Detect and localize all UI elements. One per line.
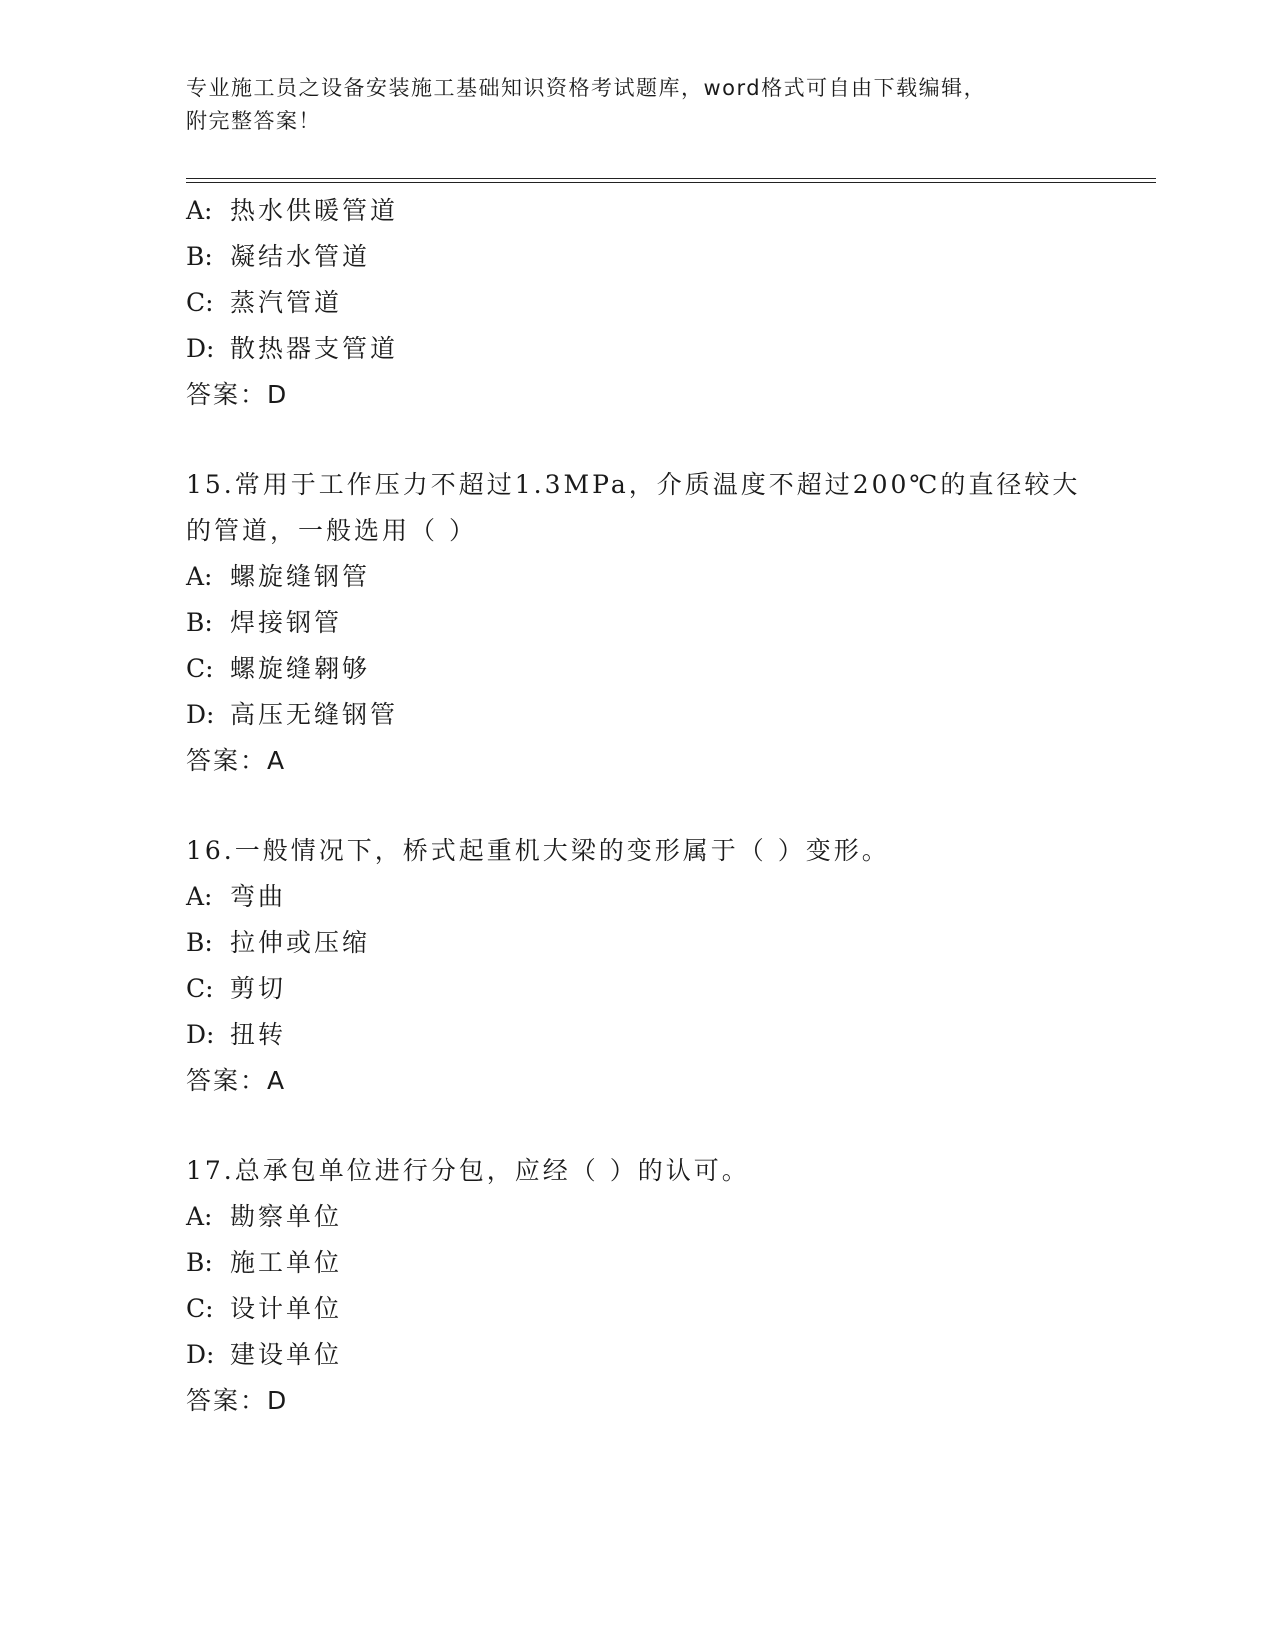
- option-c: C: 剪切: [186, 974, 287, 1003]
- answer-line: 答案：A: [186, 1066, 287, 1095]
- question-16: [186, 828, 1156, 1104]
- option-a: A: 弯曲: [186, 882, 287, 911]
- header-divider: [186, 178, 1156, 183]
- document-header: [186, 72, 1066, 138]
- question-stem: 16.一般情况下，桥式起重机大梁的变形属于（ ）变形。: [186, 836, 890, 865]
- option-a: A: 热水供暖管道: [186, 196, 399, 225]
- option-d: D: 扭转: [186, 1020, 287, 1049]
- question-15: [186, 462, 1156, 784]
- option-b: B: 焊接钢管: [186, 608, 343, 637]
- header-line-1: 专业施工员之设备安装施工基础知识资格考试题库，word格式可自由下载编辑，: [186, 76, 987, 100]
- option-c: C: 螺旋缝翱够: [186, 654, 371, 683]
- header-line-2: 附完整答案！: [186, 109, 321, 133]
- option-d: D: 高压无缝钢管: [186, 700, 399, 729]
- question-list: [186, 188, 1156, 1424]
- option-a: A: 螺旋缝钢管: [186, 562, 371, 591]
- question-stem-cont: 的管道，一般选用（ ）: [186, 516, 477, 545]
- option-b: B: 施工单位: [186, 1248, 343, 1277]
- option-b: B: 凝结水管道: [186, 242, 371, 271]
- question-stem: 15.常用于工作压力不超过1.3MPa，介质温度不超过200℃的直径较大: [186, 470, 1081, 499]
- answer-line: 答案：A: [186, 746, 287, 775]
- option-a: A: 勘察单位: [186, 1202, 343, 1231]
- question-14: [186, 188, 1156, 418]
- answer-line: 答案：D: [186, 1386, 289, 1415]
- question-17: [186, 1148, 1156, 1424]
- option-d: D: 散热器支管道: [186, 334, 399, 363]
- document-page: [186, 0, 1156, 1650]
- question-stem: 17.总承包单位进行分包，应经（ ）的认可。: [186, 1156, 750, 1185]
- option-c: C: 蒸汽管道: [186, 288, 343, 317]
- answer-line: 答案：D: [186, 380, 289, 409]
- option-b: B: 拉伸或压缩: [186, 928, 371, 957]
- option-d: D: 建设单位: [186, 1340, 343, 1369]
- option-c: C: 设计单位: [186, 1294, 343, 1323]
